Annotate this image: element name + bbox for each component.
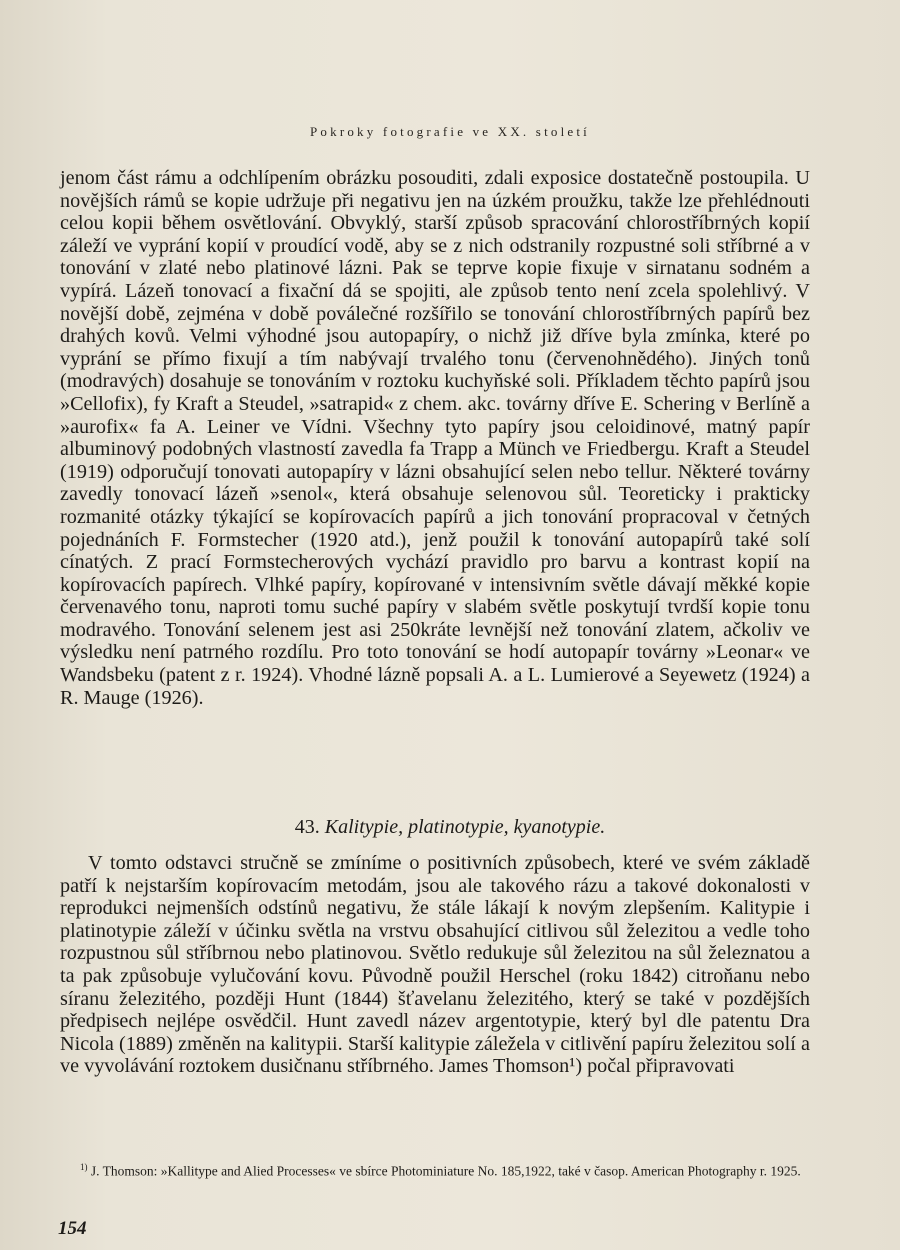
footnote-text: J. Thomson: »Kallitype and Alied Processes« ve sbírce Photominiature No. 185,1922, také v časop. American Photography r. 1925.	[90, 1163, 801, 1179]
section-title: Kalitypie, platinotypie, kyanotypie.	[324, 816, 606, 838]
section-number: 43.	[294, 816, 320, 838]
running-head: Pokroky fotografie ve XX. století	[310, 124, 590, 139]
page-number: 154	[58, 1218, 87, 1239]
footnote	[60, 1158, 810, 1181]
footnote-marker: 1)	[80, 1162, 88, 1172]
section-heading	[0, 816, 900, 839]
body-paragraph-continued: jenom část rámu a odchlípením obrázku posouditi, zdali exposice dostatečně postoupila. U novějších rámů se kopie udržuje při negativu jen na úzkém proužku, takže lze přehlédnouti celou kopii během osvětlování. Obvyklý, starší způsob spracování chlorostříbrných kopií záleží ve vyprání kopií v proudící vodě, aby se z nich odstranily rozpustné soli stříbrné a v tonování v zlaté nebo platinové lázni. Pak se teprve kopie fixuje v sirnatanu sodném a vypírá. Lázeň tonovací a fixační dá se spojiti, ale způsob tento není zcela spolehlivý. V novější době, zejména v době poválečné rozšířilo se tonování chlorostříbrných papírů bez drahých kovů. Velmi výhodné jsou autopapíry, o nichž již dříve byla zmínka, které po vyprání se přímo fixují a tím nabývají trvalého tonu (červenohnědého). Jiných tonů (modravých) dosahuje se tonováním v roztoku kuchyňské soli. Příkladem těchto papírů jsou »Cellofix), fy Kraft a Steudel, »satrapid« z chem. akc. továrny dříve E. Schering v Berlíně a »aurofix« fa A. Leiner ve Vídni. Všechny tyto papíry jsou celoidinové, matný papír albuminový podobných vlastností zavedla fa Trapp a Münch ve Friedbergu. Kraft a Steudel (1919) odporučují tonovati autopapíry v lázni obsahující selen nebo tellur. Některé továrny zavedly tonovací lázeň »senol«, která obsahuje selenovou sůl. Teoreticky i prakticky rozmanité otázky týkající se kopírovacích papírů a jich tonování propracoval v četných pojednáních F. Formstecher (1920 atd.), jenž použil k tonování autopapírů také solí cínatých. Z prací Formstecherových vychází pravidlo pro barvu a kontrast kopií na kopírovacích papírech. Vlhké papíry, kopírované v intensivním světle dávají měkké kopie červenavého tonu, naproti tomu suché papíry v slabém světle poskytují tvrdší kopie tonu modravého. Tonování selenem jest asi 250kráte levnější než tonování zlatem, ačkoliv ve výsledku není patrného rozdílu. Pro toto tonování se hodí autopapír továrny »Leonar« ve Wandsbeku (patent z r. 1924). Vhodné lázně popsali A. a L. Lumierové a Seyewetz (1924) a R. Mauge (1926).	[60, 167, 810, 709]
body-paragraph-section-43: V tomto odstavci stručně se zmíníme o positivních způsobech, které ve svém základě patří k nejstarším kopírovacím metodám, jsou ale takového rázu a takové dokonalosti v reprodukci nejmenších odstínů negativu, že stále lákají k novým zlepšením. Kalitypie i platinotypie záleží v účinku světla na vrstvu obsahující citlivou sůl železitou a vedle toho rozpustnou sůl stříbrnou nebo platinovou. Světlo redukuje sůl železitou na sůl železnatou a ta pak způsobuje vylučování kovu. Původně použil Herschel (roku 1842) citroňanu nebo síranu železitého, později Hunt (1844) šťavelanu železitého, který se také v pozdějších předpisech nejlépe osvědčil. Hunt zavedl název argentotypie, který byl dle patentu Dra Nicola (1889) změněn na kalitypii. Starší kalitypie záležela v citlivění papíru železitou solí a ve vyvolávání roztokem dusičnanu stříbrného. James Thomson¹) počal připravovati	[60, 852, 810, 1078]
